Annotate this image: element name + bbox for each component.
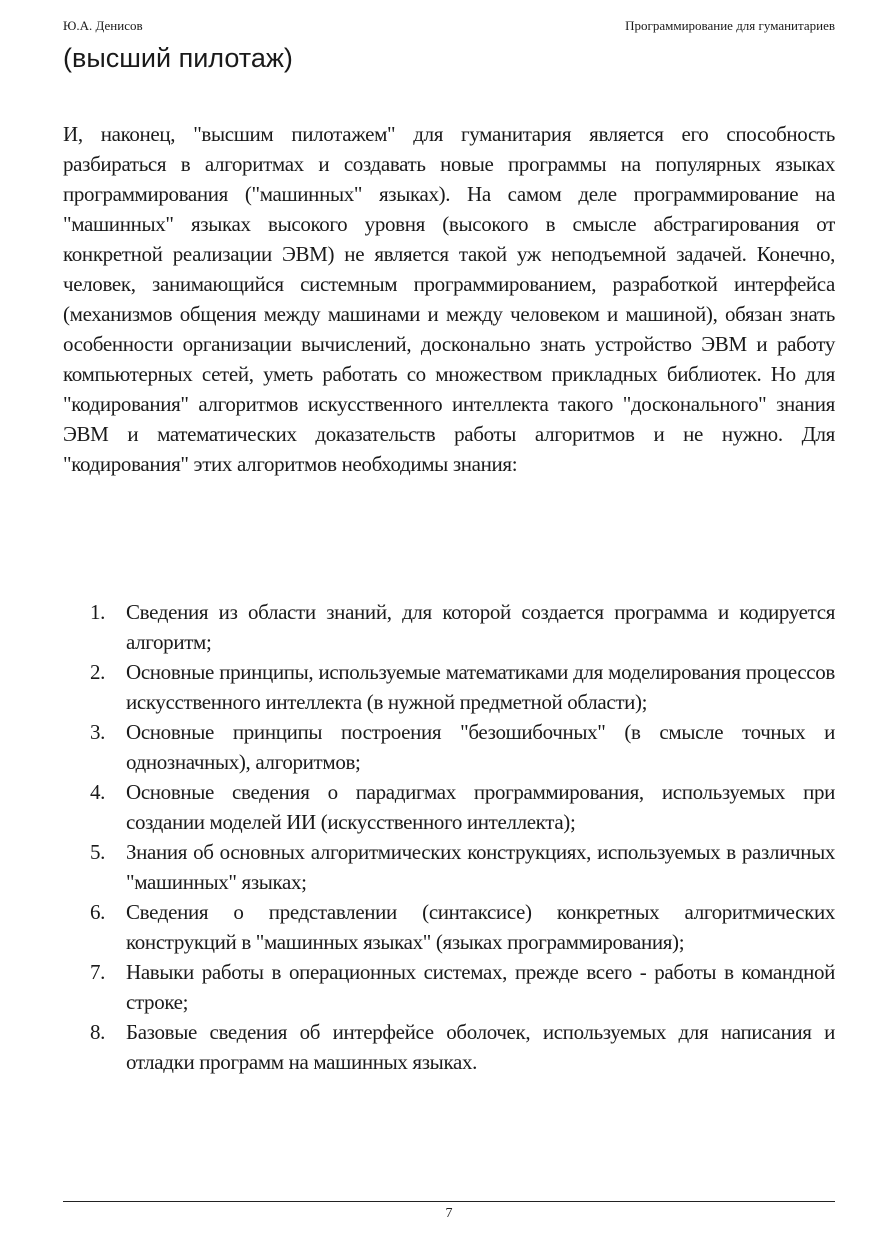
list-item [63, 657, 835, 717]
list-item-number: 2. [90, 660, 106, 684]
section-title: (высший пилотаж) [63, 43, 293, 73]
list-item-number: 5. [90, 840, 106, 864]
list-item-text: Основные сведения о парадигмах программирования, используемых при создании моделей ИИ (искусственного интеллекта); [126, 780, 835, 834]
list-item-text: Основные принципы построения "безошибочных" (в смысле точных и однозначных), алгоритмов; [126, 720, 835, 774]
intro-paragraph: И, наконец, "высшим пилотажем" для гуманитария является его способность разбираться в алгоритмах и создавать новые программы на популярных языках программирования ("машинных" языках). На самом деле программирование на "машинных" языках высокого уровня (высокого в смысле абстрагирования от конкретной реализации ЭВМ) не является такой уж неподъемной задачей. Конечно, человек, занимающийся системным программированием, разработкой интерфейса (механизмов общения между машинами и между человеком и машиной), обязан знать особенности организации вычислений, досконально знать устройство ЭВМ и работу компьютерных сетей, уметь работать со множеством прикладных библиотек. Но для "кодирования" алгоритмов искусственного интеллекта такого "досконального" знания ЭВМ и математических доказательств работы алгоритмов и не нужно. Для "кодирования" этих алгоритмов необходимы знания: [63, 122, 835, 476]
list-item [63, 777, 835, 837]
list-item-number: 6. [90, 900, 106, 924]
list-item-number: 4. [90, 780, 106, 804]
list-item-text: Базовые сведения об интерфейсе оболочек, используемых для написания и отладки программ на машинных языках. [126, 1020, 835, 1074]
list-item-number: 1. [90, 600, 106, 624]
list-item-text: Навыки работы в операционных системах, прежде всего - работы в командной строке; [126, 960, 835, 1014]
list-item-number: 7. [90, 960, 106, 984]
list-item-text: Основные принципы, используемые математиками для моделирования процессов искусственного интеллекта (в нужной предметной области); [126, 660, 835, 714]
list-item-text: Сведения из области знаний, для которой создается программа и кодируется алгоритм; [126, 600, 835, 654]
list-item [63, 957, 835, 1017]
list-item [63, 897, 835, 957]
list-item-text: Сведения о представлении (синтаксисе) конкретных алгоритмических конструкций в "машинных языках" (языках программирования); [126, 900, 835, 954]
list-item-number: 8. [90, 1020, 106, 1044]
requirements-list [63, 597, 835, 1077]
list-item-text: Знания об основных алгоритмических конструкциях, используемых в различных "машинных" языках; [126, 840, 835, 894]
footer-divider [63, 1201, 835, 1202]
page-number: 7 [445, 1206, 453, 1221]
list-item [63, 1017, 835, 1077]
header-author: Ю.А. Денисов [63, 18, 143, 33]
list-item [63, 597, 835, 657]
list-item [63, 837, 835, 897]
list-item [63, 717, 835, 777]
running-header [63, 17, 835, 35]
header-book-title: Программирование для гуманитариев [625, 18, 835, 33]
document-page [63, 0, 835, 1241]
list-item-number: 3. [90, 720, 106, 744]
